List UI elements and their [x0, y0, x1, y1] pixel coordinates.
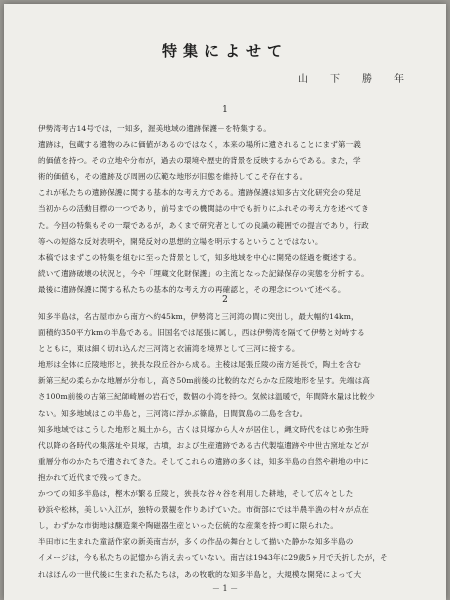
text-line: 等への短絡な反対表明や，開発反対の思想的立場を明示するということではない。 [38, 236, 323, 246]
section-1-body [38, 121, 416, 298]
text-line: 面積約350平方kmの半島である。旧国名では尾張に属し，西は伊勢湾を隔てて伊勢と対峙する [38, 328, 365, 338]
section-2-body [38, 309, 416, 583]
text-line: ない。知多地域はこの半島と，三河湾に浮かぶ篠島，日間賀島の二島を含む。 [38, 408, 308, 418]
text-line: た。今回の特集もその一環であるが，あくまで研究者としての良識の範囲での提言であり，行政 [38, 220, 369, 230]
text-line: 半田市に生まれた童話作家の新美南吉が，多くの作品の舞台として描いた静かな知多半島の [38, 537, 354, 547]
document-page [4, 4, 446, 600]
text-line: 術的価値も，その遺跡及び周囲の広範な地形が旧態を維持してこそ存在する。 [38, 172, 308, 182]
page-number: － 1 － [211, 584, 239, 593]
article-title: 特集によせて [161, 42, 288, 60]
text-line: 重層分布のかたちで遺されてきた。そしてこれらの遺跡の多くは，知多半島の自然や耕地の中に [38, 456, 369, 466]
text-line: とともに，東は細く切れ込んだ三河湾と衣浦湾を境界として三河に接する。 [38, 344, 300, 354]
text-line: 的価値を持つ。その立地や分布が，過去の環境や歴史的背景を反映するからである。また，学 [38, 156, 361, 166]
section-number-2: 2 [222, 295, 228, 305]
text-line: 新第三紀の柔らかな地層が分布し，高さ50m前後の比較的なだらかな丘陵地形を呈す。先端は高 [38, 376, 370, 386]
text-line: 当初からの活動目標の一つであり，前号までの機関誌の中でも折りにふれその考え方を述べてき [38, 204, 369, 214]
text-line: れはほんの一世代後に生まれた私たちは，あの牧歌的な知多半島と，大規模な開発によって大 [38, 569, 362, 579]
text-line: 地形は全体に丘陵地形と，狭長な段丘谷から成る。主稜は尾張丘陵の南方延長で，陶土を含む [38, 360, 361, 370]
author-name: 山 下 勝 年 [298, 74, 410, 85]
text-line: 本稿ではまずこの特集を組むに至った背景として，知多地域を中心に開発の経過を概述する。 [38, 252, 361, 262]
text-line: かつての知多半島は，樫木が繁る丘陵と，狭長な谷々谷を利用した耕地，そして広々とした [38, 489, 354, 499]
text-line: 続いて遺跡破壊の状況と，今や「埋蔵文化財保護」の主流となった記録保存の実態を分析する。 [38, 268, 369, 278]
text-line: し，わずかな市街地は醸造業や陶磁器生産といった伝統的な産業を持つ町に限られた。 [38, 521, 339, 531]
text-line: さ100m前後の古第三紀師崎層の岩石で，数個の小湾を持つ。気候は温暖で，年間降水量は比較少 [38, 392, 375, 402]
text-line: 砂浜や松林，美しい入江が，独特の景観を作りあげていた。市街部にでは半農半漁の村々が点在 [38, 505, 369, 515]
text-line: 最後に遺跡保護に関する私たちの基本的な考え方の再確認と，その理念について述べる。 [38, 284, 346, 294]
text-line: 代以降の各時代の集落址や貝塚，古墳，および生産遺跡である古代製塩遺跡や中世古窯址などが [38, 440, 369, 450]
text-line: 知多地域ではこうした地形と風土から，古くは貝塚から人々が居住し，縄文時代をはじめ弥生時 [38, 424, 369, 434]
text-line: 知多半島は，名古屋市から南方へ約45km，伊勢湾と三河湾の間に突出し，最大幅約14km， [38, 312, 359, 321]
text-line: 抱かれて近代まで残ってきた。 [38, 472, 146, 482]
text-line: イメージは，今も私たちの記憶から消え去っていない。南吉は1943年に29歳5ヶ月で夭折したが，そ [38, 553, 388, 563]
text-line: これが私たちの遺跡保護に関する基本的な考え方である。遺跡保護は知多古文化研究会の発足 [38, 188, 362, 198]
text-line: 伊勢湾考古14号では，一知多，渥美地域の遺跡保護－を特集する。 [38, 124, 271, 133]
text-line: 遺跡は，包蔵する遺物のみに価値があるのではなく，本来の場所に遺されることにまず第一義 [38, 140, 361, 150]
section-number-1: 1 [222, 105, 228, 115]
